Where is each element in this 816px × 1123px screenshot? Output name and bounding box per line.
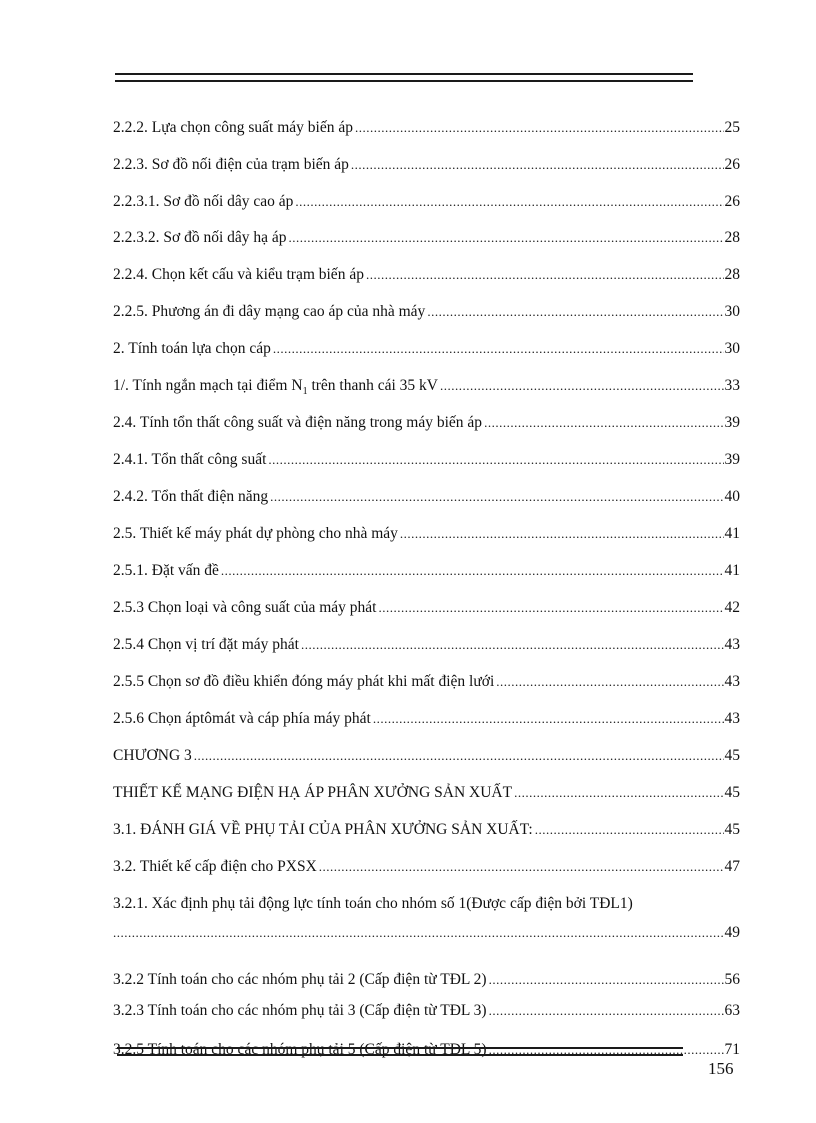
toc-leader-dots <box>273 340 724 358</box>
toc-entry[interactable] <box>113 971 740 989</box>
toc-entry-title: 2.5.5 Chọn sơ đồ điều khiển đóng máy phát khi mất điện lưới <box>113 673 495 690</box>
toc-leader-dots <box>366 266 724 284</box>
toc-entry-page: 25 <box>724 119 740 136</box>
toc-entry[interactable] <box>113 414 740 432</box>
toc-entry-title: 3.2.1. Xác định phụ tải động lực tính toán cho nhóm số 1(Được cấp điện bởi TĐL1) <box>113 895 633 912</box>
toc-entry-title: 2.4.1. Tổn thất công suất <box>113 451 267 468</box>
toc-entry-page: 33 <box>724 377 740 394</box>
toc-entry-page: 39 <box>724 451 740 468</box>
toc-leader-dots <box>289 229 724 247</box>
toc-entry-page: 28 <box>724 229 740 246</box>
toc-entry-title: 3.2. Thiết kế cấp điện cho PXSX <box>113 858 317 875</box>
toc-entry-page: 49 <box>724 924 740 941</box>
toc-entry-title: CHƯƠNG 3 <box>113 747 192 764</box>
toc-entry[interactable] <box>113 119 740 137</box>
toc-entry-page: 42 <box>724 599 740 616</box>
toc-entry-title: 2.4. Tính tổn thất công suất và điện năng trong máy biến áp <box>113 414 483 431</box>
toc-entry-page: 71 <box>724 1041 740 1058</box>
toc-entry[interactable] <box>113 1002 740 1020</box>
toc-entry-title: 3.1. ĐÁNH GIÁ VỀ PHỤ TẢI CỦA PHÂN XƯỞNG SẢN XUẤT: <box>113 821 533 838</box>
toc-leader-dots <box>319 858 724 876</box>
toc-entry[interactable] <box>113 673 740 691</box>
toc-entry[interactable] <box>113 562 740 580</box>
toc-entry-page: 47 <box>724 858 740 875</box>
toc-entry-title-subscript: 1 <box>302 386 308 398</box>
toc-entry[interactable] <box>113 451 740 469</box>
toc-entry[interactable] <box>113 784 740 802</box>
toc-entry-page: 45 <box>724 821 740 838</box>
toc-entry-title: 2.5.6 Chọn áptômát và cáp phía máy phát <box>113 710 371 727</box>
toc-leader-dots <box>496 673 723 691</box>
toc-leader-dots <box>221 562 724 580</box>
toc-leader-dots <box>427 303 723 321</box>
toc-leader-dots <box>113 924 724 942</box>
toc-entry-page: 41 <box>724 562 740 579</box>
toc-entry-page: 40 <box>724 488 740 505</box>
toc-leader-dots <box>400 525 724 543</box>
toc-entry[interactable] <box>113 303 740 321</box>
toc-entry[interactable] <box>113 636 740 654</box>
toc-entry-title: 2.2.2. Lựa chọn công suất máy biến áp <box>113 119 353 136</box>
toc-leader-dots <box>440 377 724 395</box>
toc-entry-page: 43 <box>724 636 740 653</box>
toc-entry-page: 30 <box>724 303 740 320</box>
footer-rule <box>117 1047 683 1056</box>
toc-entry-title: 2.5.3 Chọn loại và công suất của máy phát <box>113 599 377 616</box>
toc-entry-title: 2.5.4 Chọn vị trí đặt máy phát <box>113 636 299 653</box>
toc-entry-page: 28 <box>724 266 740 283</box>
toc-entry-title: 2.5.1. Đặt vấn đề <box>113 562 219 579</box>
toc-entry[interactable] <box>113 193 740 211</box>
toc-entry-title: 3.2.5 Tính toán cho các nhóm phụ tải 5 (Cấp điện từ TĐL 5) <box>113 1041 487 1058</box>
toc-leader-dots <box>514 784 723 802</box>
toc-leader-dots <box>351 156 724 174</box>
toc-entry-title <box>113 377 438 398</box>
toc-entry-page: 26 <box>724 156 740 173</box>
toc-entry-title: 2. Tính toán lựa chọn cáp <box>113 340 271 357</box>
toc-entry[interactable] <box>113 747 740 765</box>
toc-entry-page: 56 <box>724 971 740 988</box>
toc-entry[interactable] <box>113 266 740 284</box>
toc-entry-page: 43 <box>724 673 740 690</box>
toc-leader-dots <box>489 971 724 989</box>
toc-entry-page: 41 <box>724 525 740 542</box>
toc-entry[interactable] <box>113 229 740 247</box>
toc-leader-dots <box>378 599 723 617</box>
page-number: 156 <box>708 1059 734 1078</box>
toc-entry-page: 45 <box>724 784 740 801</box>
toc-entry[interactable] <box>113 525 740 543</box>
toc-leader-dots <box>373 710 724 728</box>
toc-entry-title: 2.2.3. Sơ đồ nối điện của trạm biến áp <box>113 156 349 173</box>
toc-entry-title-pre: 1/. Tính ngắn mạch tại điểm N <box>113 377 303 394</box>
toc-entry-title-post: trên thanh cái 35 kV <box>307 377 438 394</box>
toc-entry[interactable] <box>113 599 740 617</box>
toc-entry-title: THIẾT KẾ MẠNG ĐIỆN HẠ ÁP PHÂN XƯỞNG SẢN XUẤT <box>113 784 513 801</box>
toc-leader-dots <box>194 747 724 765</box>
toc-entry-title: 2.2.3.1. Sơ đồ nối dây cao áp <box>113 193 294 210</box>
toc-entry[interactable] <box>113 895 740 942</box>
toc-entry-title: 3.2.2 Tính toán cho các nhóm phụ tải 2 (Cấp điện từ TĐL 2) <box>113 971 487 988</box>
toc-entry-title: 3.2.3 Tính toán cho các nhóm phụ tải 3 (Cấp điện từ TĐL 3) <box>113 1002 487 1019</box>
toc-entry-title: 2.4.2. Tổn thất điện năng <box>113 488 269 505</box>
toc-entry[interactable] <box>113 340 740 358</box>
toc-entry-title: 2.5. Thiết kế máy phát dự phòng cho nhà máy <box>113 525 398 542</box>
toc-entry[interactable] <box>113 858 740 876</box>
toc-entry-title: 2.2.4. Chọn kết cấu và kiểu trạm biến áp <box>113 266 364 283</box>
toc-entry[interactable] <box>113 821 740 839</box>
toc-leader-dots <box>301 636 724 654</box>
toc-entry[interactable] <box>113 156 740 174</box>
toc-entry[interactable] <box>113 488 740 506</box>
toc-entry-title: 2.2.5. Phương án đi dây mạng cao áp của nhà máy <box>113 303 426 320</box>
toc-entry-page: 45 <box>724 747 740 764</box>
toc-entry-page: 26 <box>724 193 740 210</box>
toc-leader-dots <box>270 488 723 506</box>
toc-entry-page: 39 <box>724 414 740 431</box>
header-rule <box>115 73 693 82</box>
toc-entry-page: 30 <box>724 340 740 357</box>
toc-leader-dots <box>535 821 724 839</box>
toc-entry[interactable] <box>113 710 740 728</box>
toc-leader-dots <box>489 1002 724 1020</box>
toc-leader-dots <box>295 193 723 211</box>
toc-entry-title: 2.2.3.2. Sơ đồ nối dây hạ áp <box>113 229 287 246</box>
toc-entry[interactable] <box>113 377 740 398</box>
toc-leader-dots <box>355 119 724 137</box>
toc-entry-page: 63 <box>724 1002 740 1019</box>
toc-leader-dots <box>268 451 723 469</box>
toc-leader-dots <box>484 414 723 432</box>
toc-entry-page: 43 <box>724 710 740 727</box>
